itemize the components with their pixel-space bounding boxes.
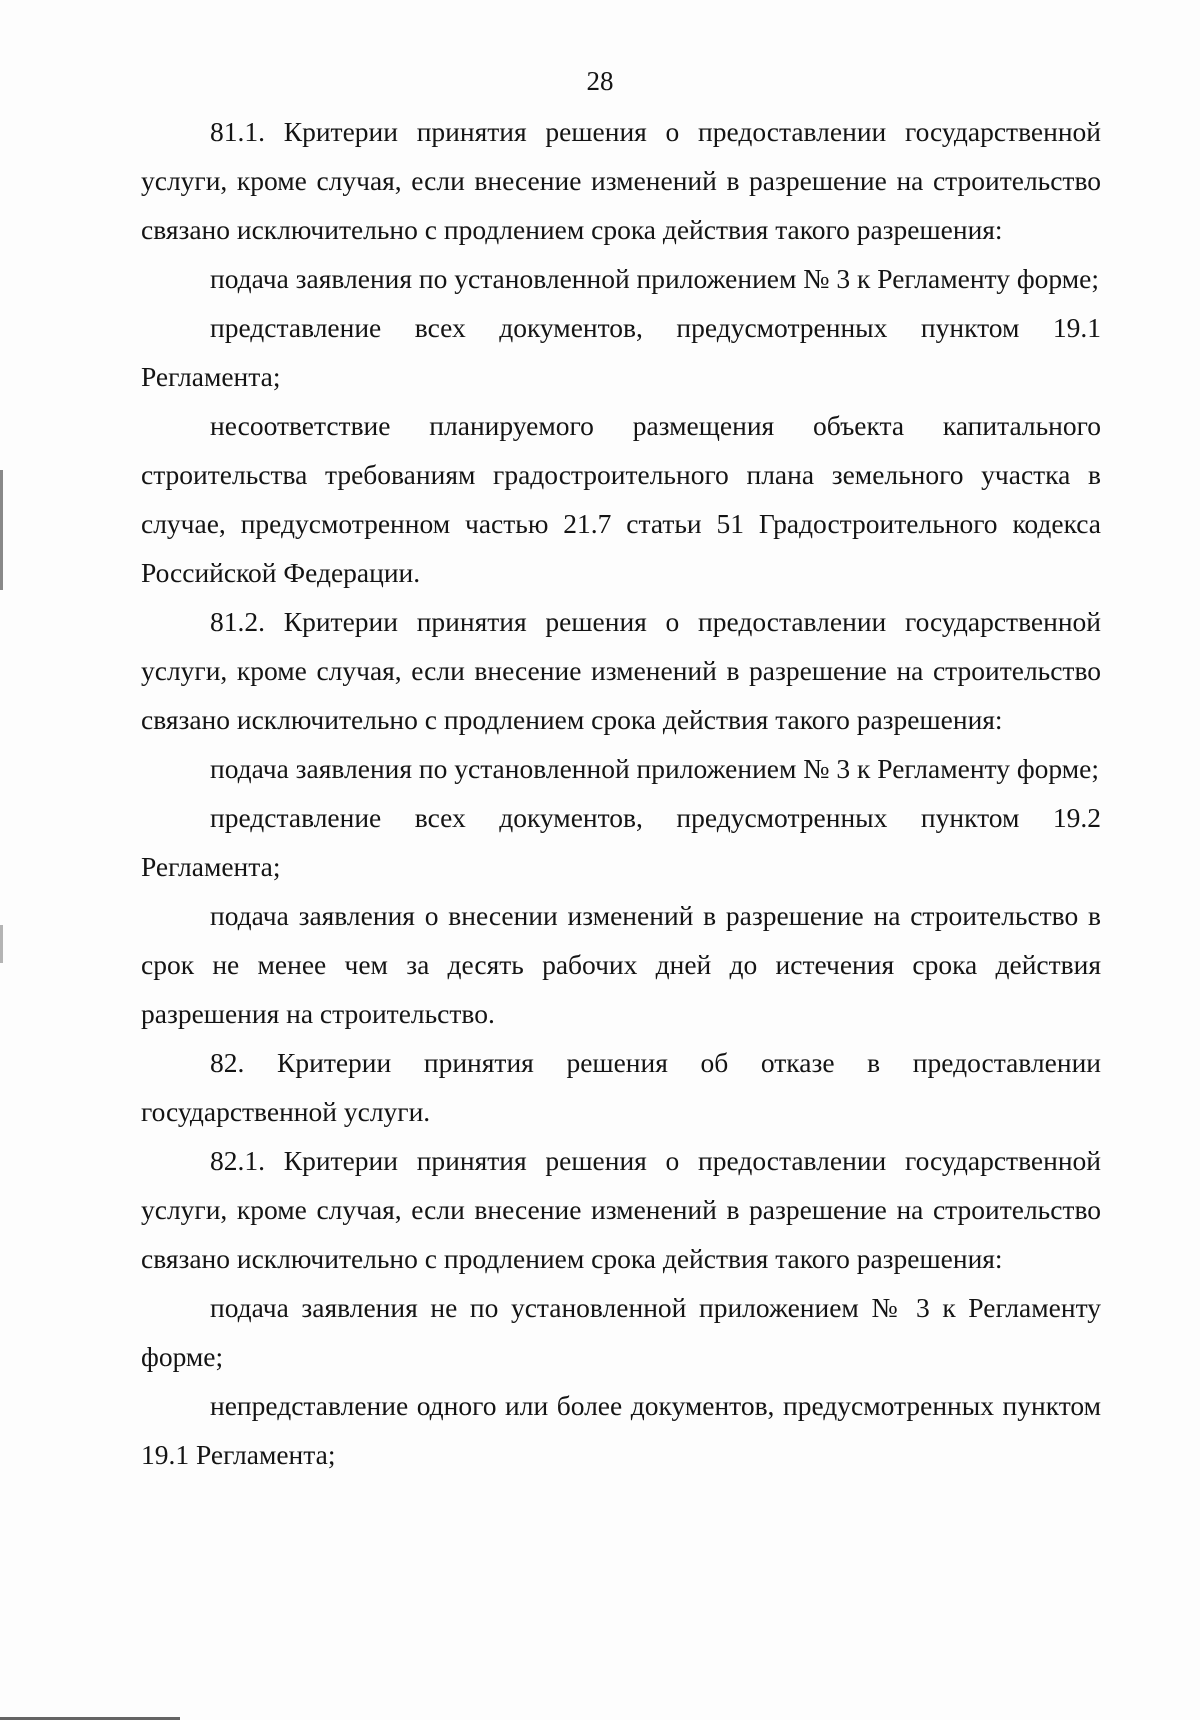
paragraph-item: непредставление одного или более документов, предусмотренных пунктом 19.1 Регламента; bbox=[141, 1390, 1101, 1470]
paragraph-item: подача заявления по установленной приложением № 3 к Регламенту форме; bbox=[210, 753, 1099, 784]
scan-edge-mark bbox=[0, 470, 3, 590]
paragraph-82-1-heading: 82.1. Критерии принятия решения о предоставлении государственной услуги, кроме случая, если внесение изменений в разрешение на строительство связано исключительно с продлением срока действия такого разрешения: bbox=[141, 1145, 1101, 1274]
paragraph-item: представление всех документов, предусмотренных пунктом 19.2 Регламента; bbox=[141, 802, 1101, 882]
document-body bbox=[141, 107, 1101, 1479]
paragraph-item: несоответствие планируемого размещения объекта капитального строительства требованиям градостроительного плана земельного участка в случае, предусмотренном частью 21.7 статьи 51 Градостроительного кодекса Российской Федерации. bbox=[141, 410, 1101, 588]
paragraph-item: подача заявления о внесении изменений в разрешение на строительство в срок не менее чем за десять рабочих дней до истечения срока действия разрешения на строительство. bbox=[141, 900, 1101, 1029]
paragraph-item: подача заявления по установленной приложением № 3 к Регламенту форме; bbox=[210, 263, 1099, 294]
paragraph-item: представление всех документов, предусмотренных пунктом 19.1 Регламента; bbox=[141, 312, 1101, 392]
page-number: 28 bbox=[586, 66, 614, 96]
paragraph-81-1-heading: 81.1. Критерии принятия решения о предоставлении государственной услуги, кроме случая, если внесение изменений в разрешение на строительство связано исключительно с продлением срока действия такого разрешения: bbox=[141, 116, 1101, 245]
paragraph-82-heading: 82. Критерии принятия решения об отказе в предоставлении государственной услуги. bbox=[141, 1047, 1101, 1127]
paragraph-item: подача заявления не по установленной приложением № 3 к Регламенту форме; bbox=[141, 1292, 1101, 1372]
scan-edge-mark bbox=[0, 925, 3, 963]
paragraph-81-2-heading: 81.2. Критерии принятия решения о предоставлении государственной услуги, кроме случая, если внесение изменений в разрешение на строительство связано исключительно с продлением срока действия такого разрешения: bbox=[141, 606, 1101, 735]
